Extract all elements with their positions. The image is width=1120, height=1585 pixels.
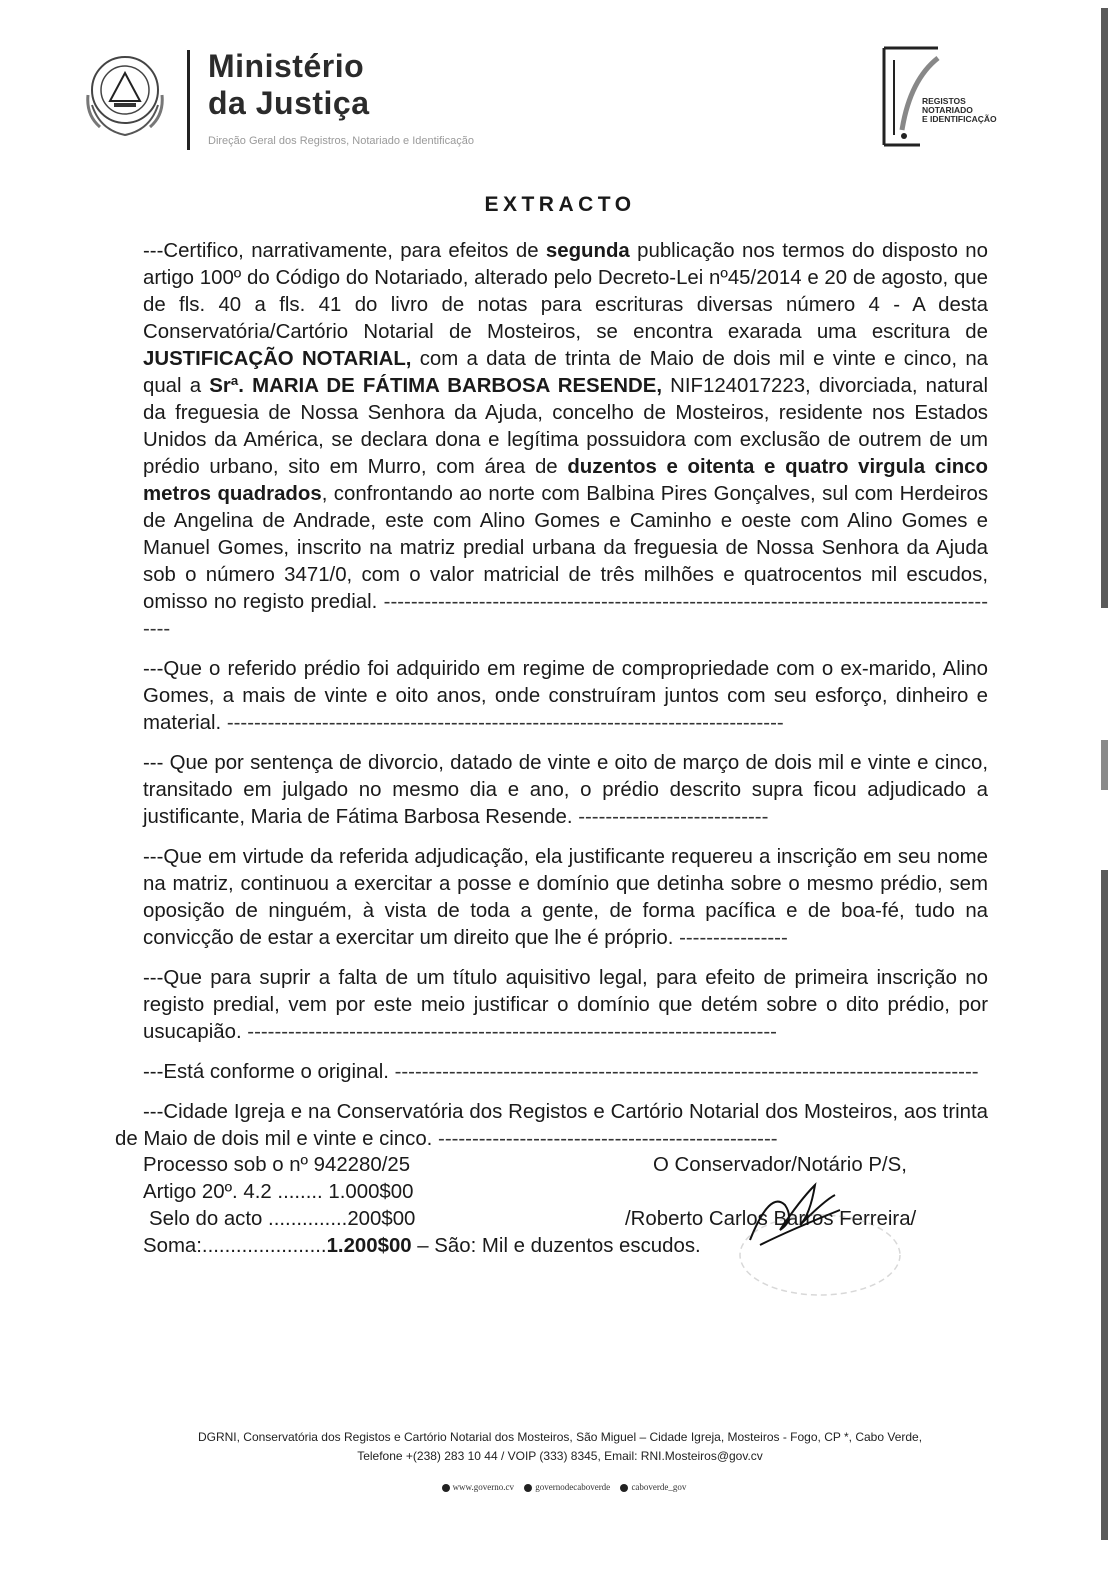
- paragraph-justification: [143, 965, 988, 1046]
- header-divider: [187, 50, 190, 150]
- rni-text-line2: NOTARIADO: [922, 105, 973, 115]
- footer-link-website[interactable]: www.governo.cv: [452, 1482, 514, 1492]
- text-run: com a data de trinta de Maio de dois mil e vinte e cinco, na qual a: [143, 348, 989, 397]
- fee-total: [143, 1233, 701, 1260]
- page-footer: [0, 1428, 1120, 1466]
- paragraph-divorce: [143, 750, 988, 831]
- soma-label: Soma:......................: [143, 1235, 327, 1257]
- coat-of-arms-seal: [80, 45, 170, 145]
- document-body: [115, 238, 989, 1166]
- rni-text-line1: REGISTOS: [922, 96, 966, 106]
- soma-words: – São: Mil e duzentos escudos.: [411, 1235, 701, 1257]
- footer-link-facebook[interactable]: governodecaboverde: [535, 1482, 611, 1492]
- text-run: publicação nos termos do disposto no artigo 100º do Código do Notariado, alterado pelo Decreto-Lei nº45/2014 e 20 de agosto, que de fls. 40 a fls. 41 do livro de notas para escrituras diversas número 4 - A desta Conservatória/Cartório Notarial de Mosteiros, se encontra exarada uma escritura de: [143, 240, 988, 343]
- dash-filler: ----------------: [673, 927, 788, 949]
- dash-filler: ----------------------------------------------------------------------------------: [221, 712, 784, 734]
- emphasis-name: Srª. MARIA DE FÁTIMA BARBOSA RESENDE,: [209, 375, 662, 397]
- text-run: ---Certifico, narrativamente, para efeitos de: [143, 240, 546, 262]
- text-run: ---Cidade Igreja e na Conservatória dos Registos e Cartório Notarial dos Mosteiros, aos trinta de Maio de dois mil e vinte e cinco.: [115, 1101, 988, 1150]
- notary-title: O Conservador/Notário P/S,: [653, 1154, 907, 1176]
- dash-filler: ------------------------------------------------------------------------------: [241, 1021, 777, 1043]
- dash-filler: --------------------------------------------------: [432, 1128, 778, 1150]
- notary-name: /Roberto Carlos Barros Ferreira/: [625, 1208, 917, 1230]
- rni-text-line3: E IDENTIFICAÇÃO: [922, 114, 997, 124]
- text-run: , confrontando ao norte com Balbina Pires Gonçalves, sul com Herdeiros de Angelina de Andrade, este com Alino Gomes e Caminho e oeste com Alino Gomes e Manuel Gomes, inscrito na matriz predial urbana da freguesia de Nossa Senhora da Ajuda sob o número 3471/0, com o valor matricial de três milhões e quatrocentos mil escudos, omisso no registo predial.: [143, 483, 989, 613]
- paragraph-place-date: [115, 1099, 988, 1153]
- facebook-icon: [524, 1484, 532, 1492]
- footer-links: [0, 1482, 1120, 1492]
- paragraph-possession: [143, 844, 988, 952]
- emphasis-justificacao: JUSTIFICAÇÃO NOTARIAL,: [143, 348, 412, 370]
- scan-edge-bar: [1101, 8, 1108, 608]
- rni-logo: [880, 40, 1020, 150]
- paragraph-acquisition: [143, 656, 988, 737]
- fee-selo: Selo do acto ..............200$00: [149, 1208, 416, 1230]
- directorate-name: Direção Geral dos Registros, Notariado e Identificação: [208, 135, 474, 147]
- ministry-name: [208, 48, 370, 122]
- paragraph-certification: [143, 238, 988, 643]
- text-run: ---Está conforme o original.: [143, 1061, 389, 1083]
- rni-emblem-icon: [880, 40, 940, 150]
- text-run: NIF124017223, divorciada, natural da freguesia de Nossa Senhora da Ajuda, concelho de Mosteiros, residente nos Estados Unidos da América, se declara dona e legítima possuidora com exclusão de outrem de um prédio urbano, sito em Murro, com área de: [143, 375, 988, 478]
- text-run: ---Que em virtude da referida adjudicação, ela justificante requereu a inscrição em seu nome na matriz, continuou a exercitar a posse e domínio que detinha sobre o mesmo prédio, sem oposição de ninguém, à vista de toda a gente, de forma pacífica e de boa-fé, tudo na convicção de estar a exercitar um direito que lhe é próprio.: [143, 846, 988, 949]
- ministry-line1: Ministério: [208, 48, 365, 84]
- fee-artigo: Artigo 20º. 4.2 ........ 1.000$00: [143, 1181, 414, 1203]
- ministry-line2: da Justiça: [208, 85, 370, 121]
- dash-filler: --------------------------------------------------------------------------------------: [388, 1061, 979, 1083]
- footer-link-instagram[interactable]: caboverde_gov: [631, 1482, 687, 1492]
- soma-value: 1.200$00: [326, 1235, 412, 1257]
- footer-address: DGRNI, Conservatória dos Registos e Cartório Notarial dos Mosteiros, São Miguel – Cidade Igreja, Mosteiros - Fogo, CP *, Cabo Verde,: [197, 1430, 923, 1444]
- text-run: ---Que para suprir a falta de um título aquisitivo legal, para efeito de primeira inscrição no registo predial, vem por este meio justificar o domínio que detém sobre o dito prédio, por usucapião.: [143, 967, 988, 1043]
- official-stamp: [735, 1210, 905, 1300]
- footer-contact: Telefone +(238) 283 10 44 / VOIP (333) 8345, Email: RNI.Mosteiros@gov.cv: [357, 1449, 763, 1463]
- text-run: ---Que o referido prédio foi adquirido em regime de compropriedade com o ex-marido, Alino Gomes, a mais de vinte e oito anos, onde construíram juntos com seu esforço, dinheiro e material.: [143, 658, 988, 734]
- scan-edge-bar: [1101, 740, 1108, 790]
- dash-filler: ---------------------------------------------------------------------------------------------: [143, 591, 989, 640]
- emphasis-segunda: segunda: [545, 240, 630, 262]
- processo-number: Processo sob o nº 942280/25: [143, 1154, 411, 1176]
- emphasis-area: duzentos e oitenta e quatro virgula cinco metros quadrados: [143, 456, 988, 505]
- document-title: EXTRACTO: [484, 193, 636, 216]
- globe-icon: [442, 1484, 450, 1492]
- letterhead: [80, 40, 1020, 160]
- paragraph-conformity: [143, 1059, 988, 1086]
- dash-filler: ----------------------------: [572, 806, 769, 828]
- text-run: --- Que por sentença de divorcio, datado de vinte e oito de março de dois mil e vinte e cinco, transitado em julgado no mesmo dia e ano, o prédio descrito supra ficou adjudicado a justificante, Maria de Fátima Barbosa Resende.: [143, 752, 988, 828]
- instagram-icon: [620, 1484, 628, 1492]
